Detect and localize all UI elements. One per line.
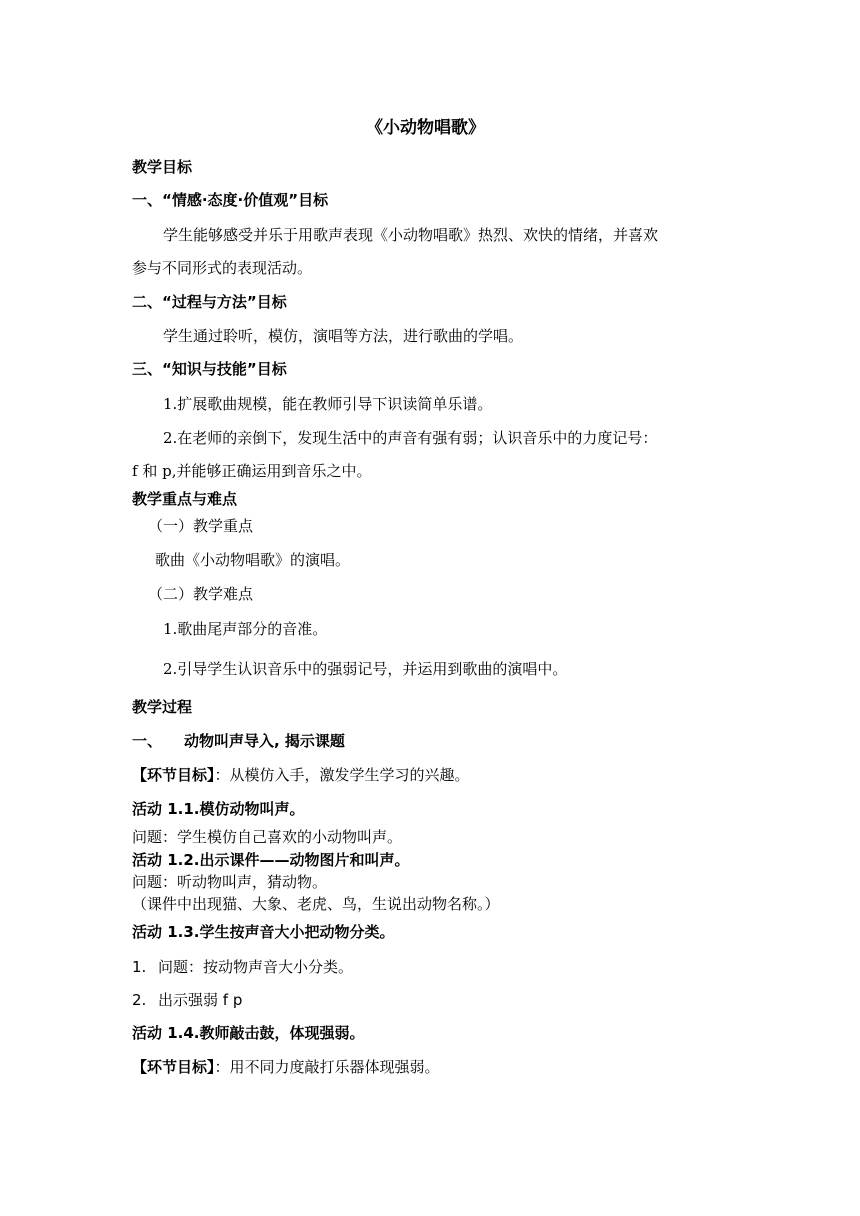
activity-1-1-question: 问题：学生模仿自己喜欢的小动物叫声。 xyxy=(132,828,403,846)
activity-1-4-goal-text: ：用不同力度敲打乐器体现强弱。 xyxy=(214,1058,440,1076)
step1-heading xyxy=(132,731,345,751)
document-title: 《小动物唱歌》 xyxy=(366,118,485,138)
activity-1-3-item-2 xyxy=(132,990,242,1010)
section-heading-process: 教学过程 xyxy=(132,698,193,716)
activity-1-1: 活动 1.1.模仿动物叫声。 xyxy=(132,800,305,818)
activity-1-2: 活动 1.2.出示课件——动物图片和叫声。 xyxy=(132,851,410,869)
goal1-text-line1: 学生能够感受并乐于用歌声表现《小动物唱歌》热烈、欢快的情绪，并喜欢 xyxy=(163,226,659,244)
key-sub1-text: 歌曲《小动物唱歌》的演唱。 xyxy=(155,551,351,569)
goal2-text: 学生通过聆听，模仿，演唱等方法，进行歌曲的学唱。 xyxy=(163,327,524,345)
item-2-text: 出示强弱 f p xyxy=(158,991,243,1009)
goal1-heading: 一、“情感·态度·价值观”目标 xyxy=(132,191,329,209)
activity-1-4-goal xyxy=(132,1057,440,1077)
goal1-text-line2: 参与不同形式的表现活动。 xyxy=(132,259,313,277)
item-1-number: 1. xyxy=(132,958,147,976)
step1-title: 动物叫声导入, 揭示课题 xyxy=(184,732,345,750)
item-1-text: 问题：按动物声音大小分类。 xyxy=(158,958,354,976)
key-subheading-2: （二）教学难点 xyxy=(148,585,254,603)
activity-1-2-note: （课件中出现猫、大象、老虎、鸟，生说出动物名称。） xyxy=(132,895,500,913)
goal3-heading xyxy=(132,359,287,379)
step1-goal-label: 【环节目标】 xyxy=(132,766,215,784)
activity-1-2-question: 问题：听动物叫声，猜动物。 xyxy=(132,873,328,891)
key-sub2-item-2: 2.引导学生认识音乐中的强弱记号，并运用到歌曲的演唱中。 xyxy=(163,660,568,678)
step1-goal xyxy=(132,765,470,785)
activity-1-3-item-1 xyxy=(132,957,353,977)
step1-number: 一、 xyxy=(132,732,163,750)
activity-1-3: 活动 1.3.学生按声音大小把动物分类。 xyxy=(132,923,395,941)
section-heading-keypoints: 教学重点与难点 xyxy=(132,490,238,508)
key-sub2-item-1: 1.歌曲尾声部分的音准。 xyxy=(163,620,328,638)
goal3-item-1: 1.扩展歌曲规模，能在教师引导下识读简单乐谱。 xyxy=(163,395,493,413)
activity-1-4: 活动 1.4.教师敲击鼓，体现强弱。 xyxy=(132,1024,365,1042)
item-2-number: 2. xyxy=(132,991,147,1009)
activity-1-4-goal-label: 【环节目标】 xyxy=(132,1058,215,1076)
section-heading-goals: 教学目标 xyxy=(132,158,193,176)
goal3-heading-text: 三、“知识与技能”目标 xyxy=(132,360,287,378)
goal3-item-2-line1: 2.在老师的亲倒下，发现生活中的声音有强有弱；认识音乐中的力度记号： xyxy=(163,429,658,447)
goal3-item-2-line2: f 和 p,并能够正确运用到音乐之中。 xyxy=(132,462,372,480)
goal2-heading: 二、“过程与方法”目标 xyxy=(132,293,287,311)
step1-goal-text: ：从模仿入手，激发学生学习的兴趣。 xyxy=(214,766,470,784)
key-subheading-1: （一）教学重点 xyxy=(148,517,254,535)
